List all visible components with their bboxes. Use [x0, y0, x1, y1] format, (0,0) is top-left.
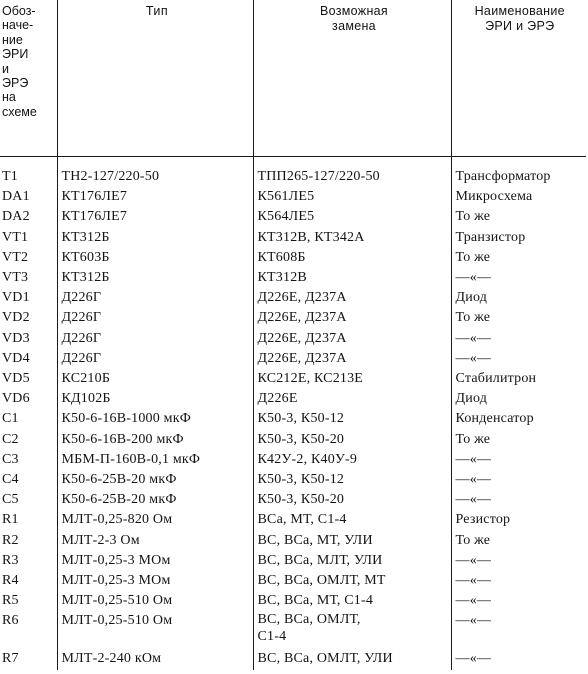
table-row: [0, 510, 586, 530]
cell-type: КД102Б: [57, 389, 253, 409]
cell-name: То же: [451, 531, 586, 551]
cell-replacement: ТПП265-127/220-50: [253, 157, 451, 188]
table-row: [0, 490, 586, 510]
cell-name: —«—: [451, 571, 586, 591]
table-row: [0, 268, 586, 288]
cell-type: МЛТ-2-3 Ом: [57, 531, 253, 551]
cell-type: К50-6-25В-20 мкФ: [57, 470, 253, 490]
cell-designation: VD3: [2, 330, 30, 346]
table-header-row: [0, 0, 586, 157]
cell-designation: C3: [2, 451, 19, 467]
table-row: [0, 228, 586, 248]
cell-designation: VD1: [2, 290, 30, 306]
cell-replacement: Д226Е: [253, 389, 451, 409]
cell-designation: VD2: [2, 310, 30, 326]
cell-type: МЛТ-0,25-3 МОм: [57, 571, 253, 591]
cell-designation: R7: [2, 651, 19, 667]
table-row: [0, 157, 586, 188]
cell-replacement: Д226Е, Д237А: [253, 308, 451, 328]
table-row: [0, 369, 586, 389]
cell-replacement: КС212Е, КС213Е: [253, 369, 451, 389]
cell-replacement: КТ312В, КТ342А: [253, 228, 451, 248]
cell-type: МЛТ-0,25-510 Ом: [57, 611, 253, 647]
cell-replacement: ВС, ВСа, ОМЛТ, С1-4: [253, 611, 451, 647]
cell-name: Стабилитрон: [451, 369, 586, 389]
cell-type: ТН2-127/220-50: [57, 157, 253, 188]
cell-name: —«—: [451, 611, 586, 647]
cell-name: Резистор: [451, 510, 586, 530]
cell-designation: VT1: [2, 229, 29, 245]
cell-replacement: КТ312В: [253, 268, 451, 288]
cell-replacement: Д226Е, Д237А: [253, 329, 451, 349]
cell-type: КТ312Б: [57, 268, 253, 288]
cell-replacement: К564ЛЕ5: [253, 207, 451, 227]
table-row: [0, 611, 586, 647]
cell-designation: R2: [2, 532, 19, 548]
cell-name: —«—: [451, 329, 586, 349]
cell-designation: R3: [2, 552, 19, 568]
cell-name: —«—: [451, 490, 586, 510]
cell-designation: VD6: [2, 391, 30, 407]
cell-type: К50-6-16В-1000 мкФ: [57, 409, 253, 429]
cell-name: Конденсатор: [451, 409, 586, 429]
cell-replacement: КТ608Б: [253, 248, 451, 268]
cell-designation: C5: [2, 492, 19, 508]
cell-name: Диод: [451, 288, 586, 308]
cell-replacement: Д226Е, Д237А: [253, 349, 451, 369]
table-row: [0, 531, 586, 551]
cell-replacement: Д226Е, Д237А: [253, 288, 451, 308]
table-row: [0, 450, 586, 470]
cell-replacement: К50-3, К50-20: [253, 490, 451, 510]
cell-name: —«—: [451, 268, 586, 288]
cell-type: К50-6-16В-200 мкФ: [57, 430, 253, 450]
table-row: [0, 591, 586, 611]
cell-name: —«—: [451, 647, 586, 669]
cell-name: —«—: [451, 450, 586, 470]
cell-name: То же: [451, 430, 586, 450]
cell-designation: VT3: [2, 270, 29, 286]
cell-designation: C2: [2, 431, 19, 447]
cell-name: Диод: [451, 389, 586, 409]
cell-type: КТ176ЛЕ7: [57, 207, 253, 227]
cell-replacement: ВС, ВСа, МТ, УЛИ: [253, 531, 451, 551]
table-row: [0, 329, 586, 349]
cell-replacement: К50-3, К50-20: [253, 430, 451, 450]
cell-designation: R4: [2, 573, 19, 589]
cell-type: МЛТ-0,25-3 МОм: [57, 551, 253, 571]
cell-designation: T1: [2, 169, 18, 184]
cell-type: КТ312Б: [57, 228, 253, 248]
cell-replacement: ВС, ВСа, МЛТ, УЛИ: [253, 551, 451, 571]
cell-type: МЛТ-2-240 кОм: [57, 647, 253, 669]
table-row: [0, 647, 586, 669]
cell-type: МЛТ-0,25-820 Ом: [57, 510, 253, 530]
cell-name: —«—: [451, 349, 586, 369]
cell-designation: R6: [2, 613, 19, 629]
header-name: Наименование ЭРИ и ЭРЭ: [451, 0, 586, 157]
cell-type: Д226Г: [57, 329, 253, 349]
cell-type: К50-6-25В-20 мкФ: [57, 490, 253, 510]
header-type: Тип: [57, 0, 253, 157]
cell-type: КТ176ЛЕ7: [57, 187, 253, 207]
table-row: [0, 207, 586, 227]
cell-designation: DA2: [2, 209, 30, 225]
cell-designation: R5: [2, 593, 19, 609]
table-row: [0, 409, 586, 429]
cell-type: КТ603Б: [57, 248, 253, 268]
table-row: [0, 430, 586, 450]
table-row: [0, 349, 586, 369]
cell-name: Трансформатор: [451, 157, 586, 188]
cell-name: То же: [451, 308, 586, 328]
table-row: [0, 551, 586, 571]
cell-type: Д226Г: [57, 288, 253, 308]
cell-name: Транзистор: [451, 228, 586, 248]
cell-replacement: К50-3, К50-12: [253, 409, 451, 429]
cell-type: МБМ-П-160В-0,1 мкФ: [57, 450, 253, 470]
cell-replacement: К561ЛЕ5: [253, 187, 451, 207]
table-row: [0, 470, 586, 490]
cell-designation: R1: [2, 512, 19, 528]
cell-replacement: К50-3, К50-12: [253, 470, 451, 490]
cell-name: —«—: [451, 551, 586, 571]
cell-name: —«—: [451, 591, 586, 611]
table-row: [0, 187, 586, 207]
cell-replacement: ВС, ВСа, ОМЛТ, МТ: [253, 571, 451, 591]
cell-replacement: ВС, ВСа, ОМЛТ, УЛИ: [253, 647, 451, 669]
cell-name: Микросхема: [451, 187, 586, 207]
cell-replacement: К42У-2, К40У-9: [253, 450, 451, 470]
table-row: [0, 288, 586, 308]
header-replacement: Возможная замена: [253, 0, 451, 157]
cell-type: КС210Б: [57, 369, 253, 389]
table-row: [0, 389, 586, 409]
cell-name: —«—: [451, 470, 586, 490]
cell-designation: VD4: [2, 350, 30, 366]
cell-name: То же: [451, 248, 586, 268]
cell-designation: C1: [2, 411, 19, 427]
cell-type: Д226Г: [57, 308, 253, 328]
header-designation: Обоз- наче- ние ЭРИ и ЭРЭ на схеме: [0, 0, 57, 157]
cell-type: МЛТ-0,25-510 Ом: [57, 591, 253, 611]
table-row: [0, 571, 586, 591]
table-row: [0, 248, 586, 268]
table-body: [0, 157, 586, 670]
cell-designation: VD5: [2, 371, 30, 387]
cell-designation: DA1: [2, 189, 30, 205]
cell-replacement: ВСа, МТ, С1-4: [253, 510, 451, 530]
cell-type: Д226Г: [57, 349, 253, 369]
table-row: [0, 308, 586, 328]
cell-designation: VT2: [2, 249, 29, 265]
cell-name: То же: [451, 207, 586, 227]
cell-designation: C4: [2, 472, 19, 488]
cell-replacement: ВС, ВСа, МТ, С1-4: [253, 591, 451, 611]
